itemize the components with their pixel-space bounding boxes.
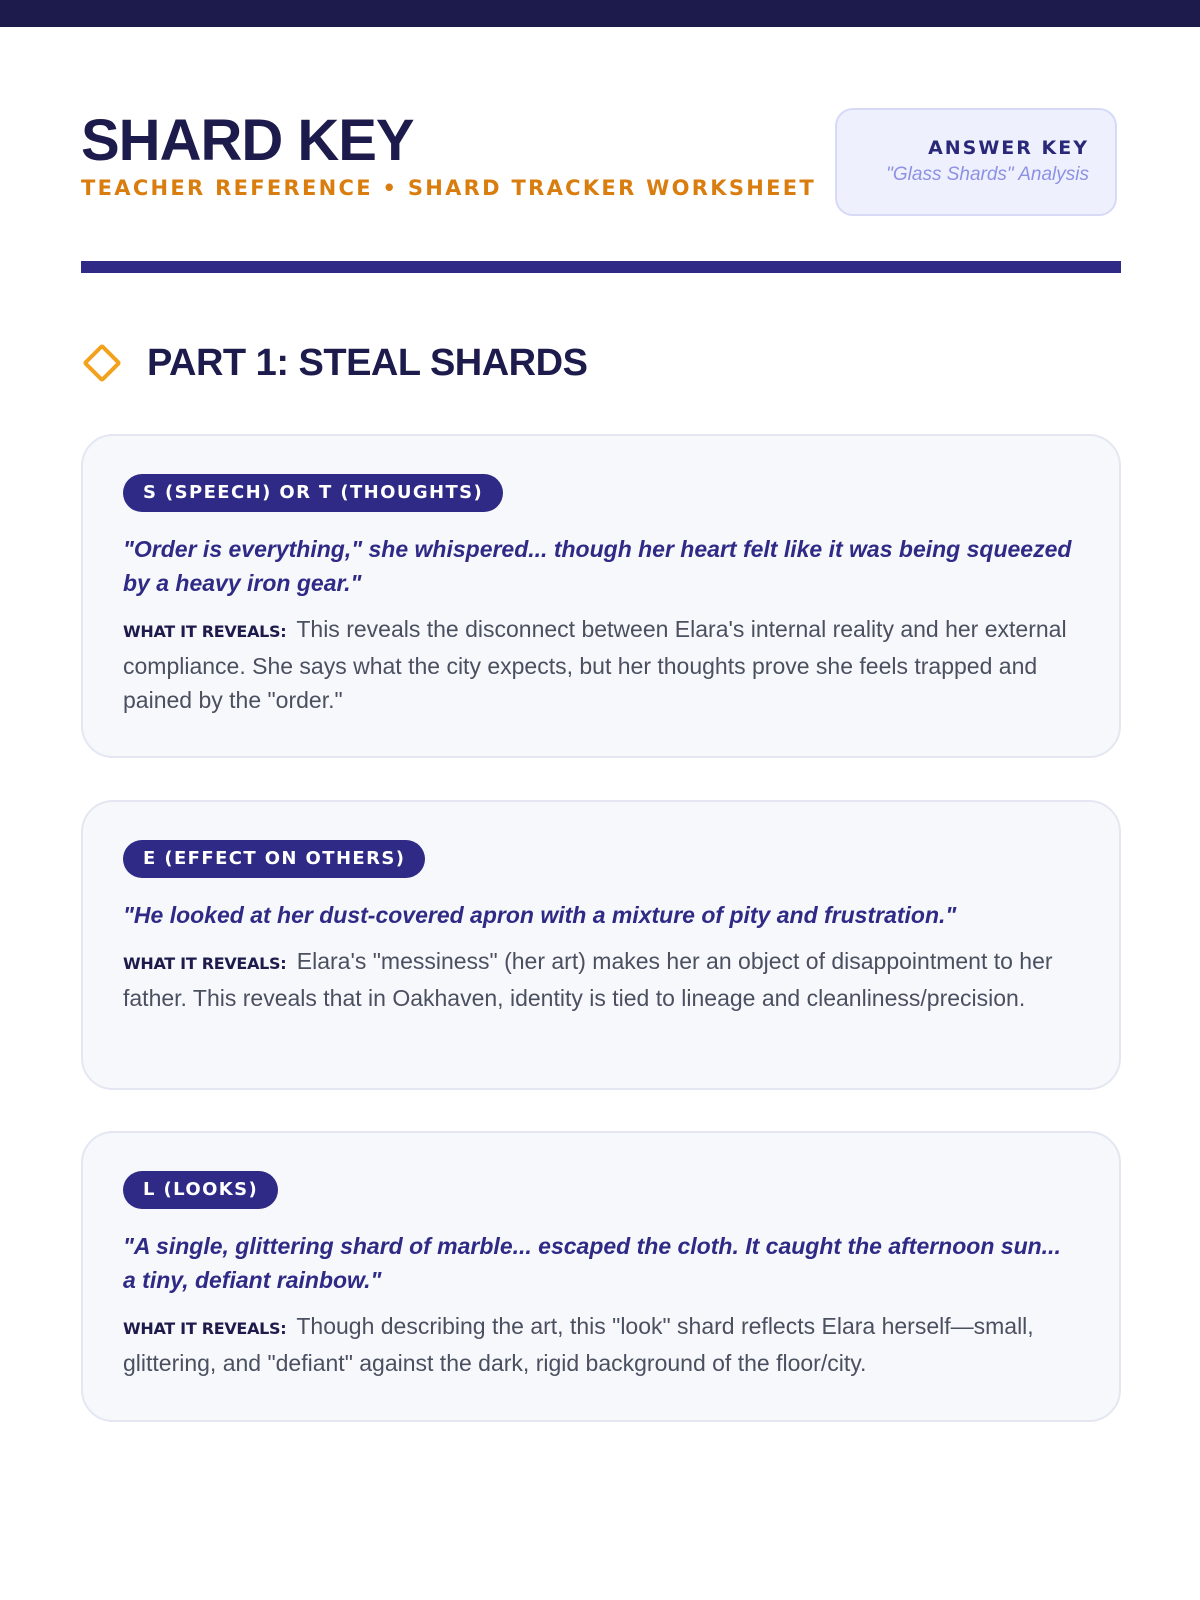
reveal-paragraph	[123, 612, 1079, 717]
reveal-text: This reveals the disconnect between Elara's internal reality and her external compliance. She says what the city expects, but her thoughts prove she feels trapped and pained by the "order."	[123, 616, 1067, 713]
answer-key-title: ANSWER KEY	[928, 137, 1089, 159]
reveal-label: WHAT IT REVEALS:	[123, 954, 287, 973]
shard-card-effect	[81, 800, 1121, 1090]
reveal-text: Though describing the art, this "look" shard reflects Elara herself—small, glittering, and "defiant" against the dark, rigid background of the floor/city.	[123, 1313, 1034, 1376]
reveal-paragraph	[123, 1309, 1079, 1380]
page-title: SHARD KEY	[81, 108, 414, 173]
shard-quote: "He looked at her dust-covered apron with a mixture of pity and frustration."	[123, 902, 957, 928]
shard-card-speech	[81, 434, 1121, 758]
reveal-label: WHAT IT REVEALS:	[123, 622, 287, 641]
category-badge: S (SPEECH) OR T (THOUGHTS)	[123, 474, 503, 512]
shard-card-looks	[81, 1131, 1121, 1422]
shard-quote: "Order is everything," she whispered... though her heart felt like it was being squeezed by a heavy iron gear."	[123, 536, 1072, 596]
header-divider	[81, 261, 1121, 273]
reveal-text: Elara's "messiness" (her art) makes her an object of disappointment to her father. This reveals that in Oakhaven, identity is tied to lineage and cleanliness/precision.	[123, 948, 1053, 1011]
answer-key-subtitle: "Glass Shards" Analysis	[886, 164, 1089, 185]
category-badge: L (LOOKS)	[123, 1171, 278, 1209]
reveal-paragraph	[123, 944, 1079, 1015]
diamond-outline-icon	[82, 343, 122, 383]
section-title: PART 1: STEAL SHARDS	[147, 342, 588, 384]
page-header	[81, 108, 1121, 220]
category-badge: E (EFFECT ON OTHERS)	[123, 840, 425, 878]
top-accent-bar	[0, 0, 1200, 27]
shard-quote: "A single, glittering shard of marble... escaped the cloth. It caught the afternoon sun... a tiny, defiant rainbow."	[123, 1233, 1061, 1293]
reveal-label: WHAT IT REVEALS:	[123, 1319, 287, 1338]
answer-key-box	[835, 108, 1117, 216]
page-subtitle: TEACHER REFERENCE • SHARD TRACKER WORKSHEET	[81, 176, 817, 200]
